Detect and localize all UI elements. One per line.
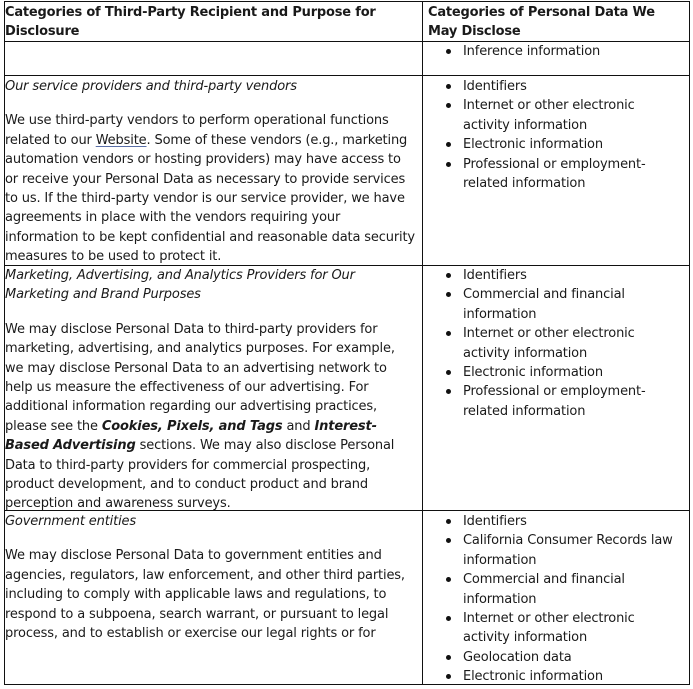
recipient-title: Government entities <box>5 514 137 529</box>
column-header-recipient: Categories of Third-Party Recipient and Purpose for Disclosure <box>5 5 376 40</box>
data-category-item: Commercial and financial information <box>425 285 683 324</box>
data-category-item: Internet or other electronic activity information <box>425 609 683 648</box>
data-category-item: Inference information <box>425 42 683 61</box>
data-category-item: Commercial and financial information <box>425 570 683 609</box>
cookies-section-reference: Cookies, Pixels, and Tags <box>101 418 283 434</box>
data-category-item: Identifiers <box>425 77 683 96</box>
data-category-item: Electronic information <box>425 363 683 382</box>
row-service-providers <box>5 77 415 267</box>
continued-row-data <box>425 42 683 61</box>
data-category-item: Internet or other electronic activity information <box>425 324 683 363</box>
data-category-item: Electronic information <box>425 667 683 686</box>
recipient-title: Our service providers and third-party vendors <box>5 79 297 94</box>
column-header-personal-data: Categories of Personal Data We May Disclose <box>428 5 655 40</box>
recipient-title: Marketing, Advertising, and Analytics Providers for Our Marketing and Brand Purposes <box>5 268 355 303</box>
row-marketing-providers <box>5 266 415 514</box>
recipient-description: We may disclose Personal Data to government entities and agencies, regulators, law enforcement, and other third parties, including to comply with applicable laws and regulations, to respond to a subpoena, search warrant, or pursuant to legal process, and to establish or exercise our legal rights or for <box>5 548 405 642</box>
interest-based-advertising-reference: Interest-Based Advertising <box>5 418 377 454</box>
website-link[interactable]: Website <box>95 132 147 148</box>
row-government-entities-data <box>425 512 683 687</box>
data-category-item: Identifiers <box>425 266 683 285</box>
row-government-entities <box>5 512 415 643</box>
data-category-item: Electronic information <box>425 135 683 154</box>
data-category-item: California Consumer Records law information <box>425 531 683 570</box>
row-marketing-providers-data <box>425 266 683 421</box>
row-service-providers-data <box>425 77 683 193</box>
data-category-item: Identifiers <box>425 512 683 531</box>
column-divider <box>422 2 423 684</box>
data-category-item: Professional or employment-related information <box>425 382 683 421</box>
recipient-description: We may disclose Personal Data to third-party providers for marketing, advertising, and analytics purposes. For example, we may disclose Personal Data to an advertising network to help us measure the effectiveness of our advertising. For additional information regarding our advertising practices, please see the Cookies, Pixels, and Tags and Interest-Based Advertising sections. We may also disclose Personal Data to third-party providers for commercial prospecting, product development, and to conduct product and brand perception and awareness surveys. <box>5 321 395 512</box>
data-category-item: Professional or employment-related information <box>425 155 683 194</box>
data-category-item: Internet or other electronic activity information <box>425 96 683 135</box>
data-category-item: Geolocation data <box>425 648 683 667</box>
recipient-description: We use third-party vendors to perform operational functions related to our Website. Some of these vendors (e.g., marketing automation vendors or hosting providers) may have access to or receive your Personal Data as necessary to provide services to us. If the third-party vendor is our service provider, we have agreements in place with the vendors requiring your information to be kept confidential and reasonable data security measures to be used to protect it. <box>5 113 415 265</box>
